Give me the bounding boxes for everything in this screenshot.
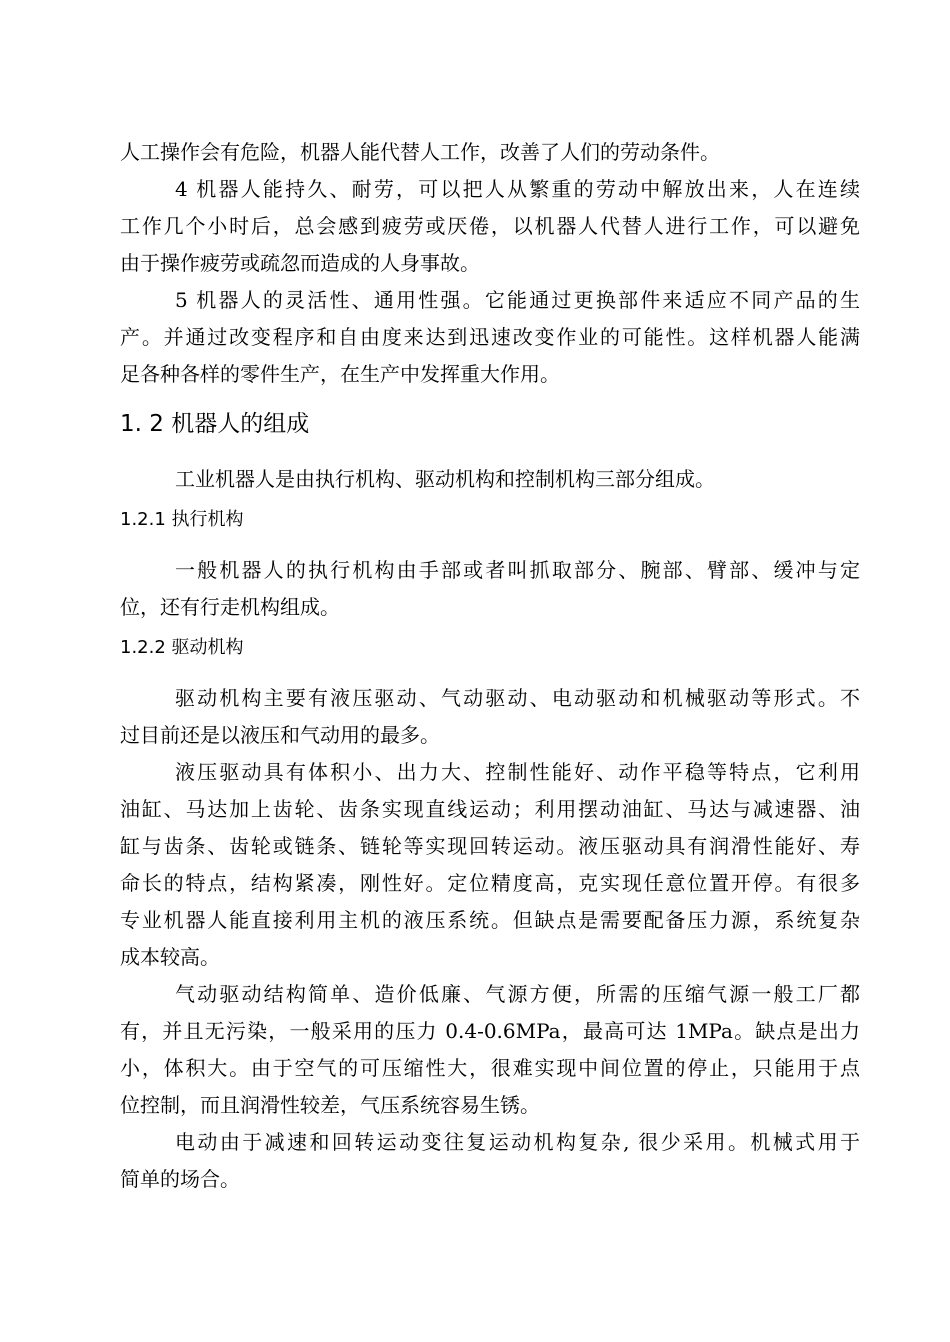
body-text-line: 液压驱动具有体积小、出力大、控制性能好、动作平稳等特点，它利用 xyxy=(175,760,860,784)
body-text-line: 位，还有行走机构组成。 xyxy=(120,595,340,619)
body-text-line: 气动驱动结构简单、造价低廉、气源方便，所需的压缩气源一般工厂都 xyxy=(175,982,860,1006)
body-text-line: 足各种各样的零件生产，在生产中发挥重大作用。 xyxy=(120,362,560,386)
body-text-line: 成本较高。 xyxy=(120,945,220,969)
body-text-line: 缸与齿条、齿轮或链条、链轮等实现回转运动。液压驱动具有润滑性能好、寿 xyxy=(120,834,860,858)
body-text-line: 过目前还是以液压和气动用的最多。 xyxy=(120,723,440,747)
body-text-line: 驱动机构主要有液压驱动、气动驱动、电动驱动和机械驱动等形式。不 xyxy=(175,686,860,710)
body-text-line: 简单的场合。 xyxy=(120,1167,240,1191)
subsection-heading: 1.2.1 执行机构 xyxy=(120,509,244,530)
body-text-line: 小，体积大。由于空气的可压缩性大，很难实现中间位置的停止，只能用于点 xyxy=(120,1056,860,1080)
body-text-line: 产。并通过改变程序和自由度来达到迅速改变作业的可能性。这样机器人能满 xyxy=(120,325,860,349)
subsection-heading: 1.2.2 驱动机构 xyxy=(120,637,244,658)
body-text-line: 人工操作会有危险，机器人能代替人工作，改善了人们的劳动条件。 xyxy=(120,140,720,164)
section-heading: 1. 2 机器人的组成 xyxy=(120,411,310,437)
body-text-line: 5 机器人的灵活性、通用性强。它能通过更换部件来适应不同产品的生 xyxy=(175,288,860,312)
body-text-line: 由于操作疲劳或疏忽而造成的人身事故。 xyxy=(120,251,480,275)
body-text-line: 一般机器人的执行机构由手部或者叫抓取部分、腕部、臂部、缓冲与定 xyxy=(175,558,860,582)
body-text-line: 工作几个小时后，总会感到疲劳或厌倦，以机器人代替人进行工作，可以避免 xyxy=(120,214,860,238)
body-text-line: 电动由于减速和回转运动变往复运动机构复杂, 很少采用。机械式用于 xyxy=(175,1130,860,1154)
body-text-line: 专业机器人能直接利用主机的液压系统。但缺点是需要配备压力源，系统复杂 xyxy=(120,908,860,932)
body-text-line: 有，并且无污染，一般采用的压力 0.4-0.6MPa，最高可达 1MPa。缺点是出力 xyxy=(120,1019,860,1043)
body-text-line: 命长的特点，结构紧凑，刚性好。定位精度高，克实现任意位置开停。有很多 xyxy=(120,871,860,895)
body-text-line: 4 机器人能持久、耐劳，可以把人从繁重的劳动中解放出来，人在连续 xyxy=(175,177,860,201)
body-text-line: 工业机器人是由执行机构、驱动机构和控制机构三部分组成。 xyxy=(175,467,715,491)
document-page xyxy=(120,134,860,1198)
body-text-line: 位控制，而且润滑性较差，气压系统容易生锈。 xyxy=(120,1093,540,1117)
body-text-line: 油缸、马达加上齿轮、齿条实现直线运动；利用摆动油缸、马达与减速器、油 xyxy=(120,797,860,821)
